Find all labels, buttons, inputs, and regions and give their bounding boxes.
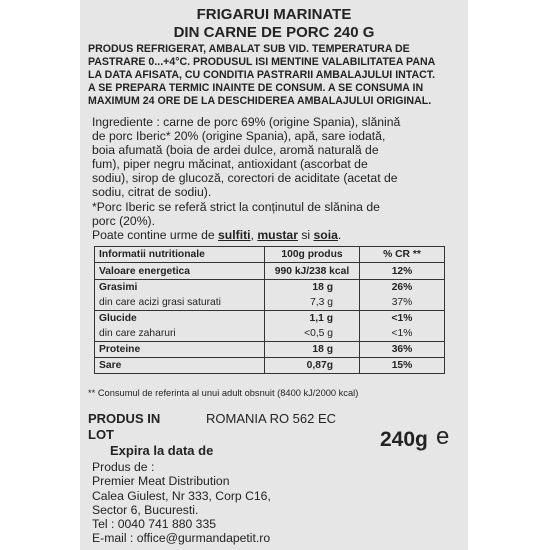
nutrition-header-row: Informatii nutritionale 100g produs % CR **	[95, 247, 445, 263]
origin-country: ROMANIA RO 562 EC	[206, 411, 337, 426]
ingredients-line: boia afumată (boia de ardei dulce, aromă naturală de	[92, 143, 379, 158]
ingredients-line: Ingrediente : carne de porc 69% (origine Spania), slănină	[92, 115, 401, 129]
ingredients-block	[92, 115, 400, 242]
storage-line: MAXIMUM 24 ORE DE LA DESCHIDEREA AMBALAJULUI ORIGINAL.	[88, 95, 432, 107]
origin-label-part1: PRODUS IN	[88, 411, 161, 426]
reference-intake-note: ** Consumul de referinta al unui adult obsnuit (8400 kJ/2000 kcal)	[88, 388, 359, 398]
estimated-sign-icon: e	[436, 423, 450, 450]
product-title-line1: FRIGARUI MARINATE	[196, 6, 352, 23]
producer-line: Premier Meat Distribution	[92, 474, 230, 489]
nutrition-row-carbs: Glucide 1,1 g <1%	[95, 311, 445, 327]
producer-line: Tel : 0040 741 880 335	[92, 517, 217, 532]
allergen-sulfites: sulfiti	[218, 227, 251, 242]
nutrition-table	[94, 246, 445, 374]
ingredients-line: sodiu, citrat de sodiu).	[92, 185, 212, 200]
storage-line: PASTRARE 0...+4°C. PRODUSUL ISI MENTINE VALABILITATEA PANA	[88, 56, 436, 68]
nutrition-row-saturated: din care acizi grasi saturati 7,3 g 37%	[95, 295, 445, 311]
producer-line: Produs de :	[92, 460, 155, 474]
ingredients-line: de porc Iberic* 20% (origine Spania), apă, sare iodată,	[92, 129, 386, 144]
nutrition-row-energy: Valoare energetica 990 kJ/238 kcal 12%	[95, 263, 445, 280]
allergen-mustard: mustar	[257, 227, 298, 242]
nutrition-row-protein: Proteine 18 g 36%	[95, 342, 445, 358]
ingredients-line: *Porc Iberic se referă strict la conținutul de slănina de	[92, 199, 380, 214]
storage-line: A SE PREPARA TERMIC INAINTE DE CONSUM. A SE CONSUMA IN	[88, 82, 424, 94]
origin-label-part2: LOT	[88, 427, 114, 442]
allergens-line: Poate contine urme de sulfiti, mustar si soia.	[92, 227, 342, 242]
product-label	[80, 0, 468, 550]
storage-line: LA DATA AFISATA, CU CONDITIA PASTRARII AMBALAJULUI INTACT.	[88, 69, 436, 81]
allergen-soy: soia	[313, 227, 338, 242]
expiry-label: Expira la data de	[110, 443, 214, 458]
nutrition-row-sugars: din care zaharuri <0,5 g <1%	[95, 326, 445, 342]
nutrition-row-salt: Sare 0,87g 15%	[95, 358, 445, 374]
ingredients-line: sodiu), sirop de glucoză, corectori de aciditate (acetat de	[92, 171, 398, 186]
producer-block	[92, 460, 271, 546]
storage-instructions	[88, 43, 435, 108]
producer-line: E-mail : office@gurmandapetit.ro	[92, 531, 271, 546]
ingredients-line: fum), piper negru măcinat, antioxidant (ascorbat de	[92, 157, 368, 172]
product-title-line2: DIN CARNE DE PORC 240 G	[173, 24, 375, 41]
producer-line: Sector 6, Bucuresti.	[92, 502, 199, 517]
nutrition-row-fat: Grasimi 18 g 26%	[95, 280, 445, 296]
ingredients-line: porc (20%).	[92, 213, 155, 228]
storage-line: PRODUS REFRIGERAT, AMBALAT SUB VID. TEMPERATURA DE	[88, 43, 410, 55]
producer-line: Calea Giulest, Nr 333, Corp C16,	[92, 488, 271, 503]
net-weight: 240g	[380, 428, 428, 451]
